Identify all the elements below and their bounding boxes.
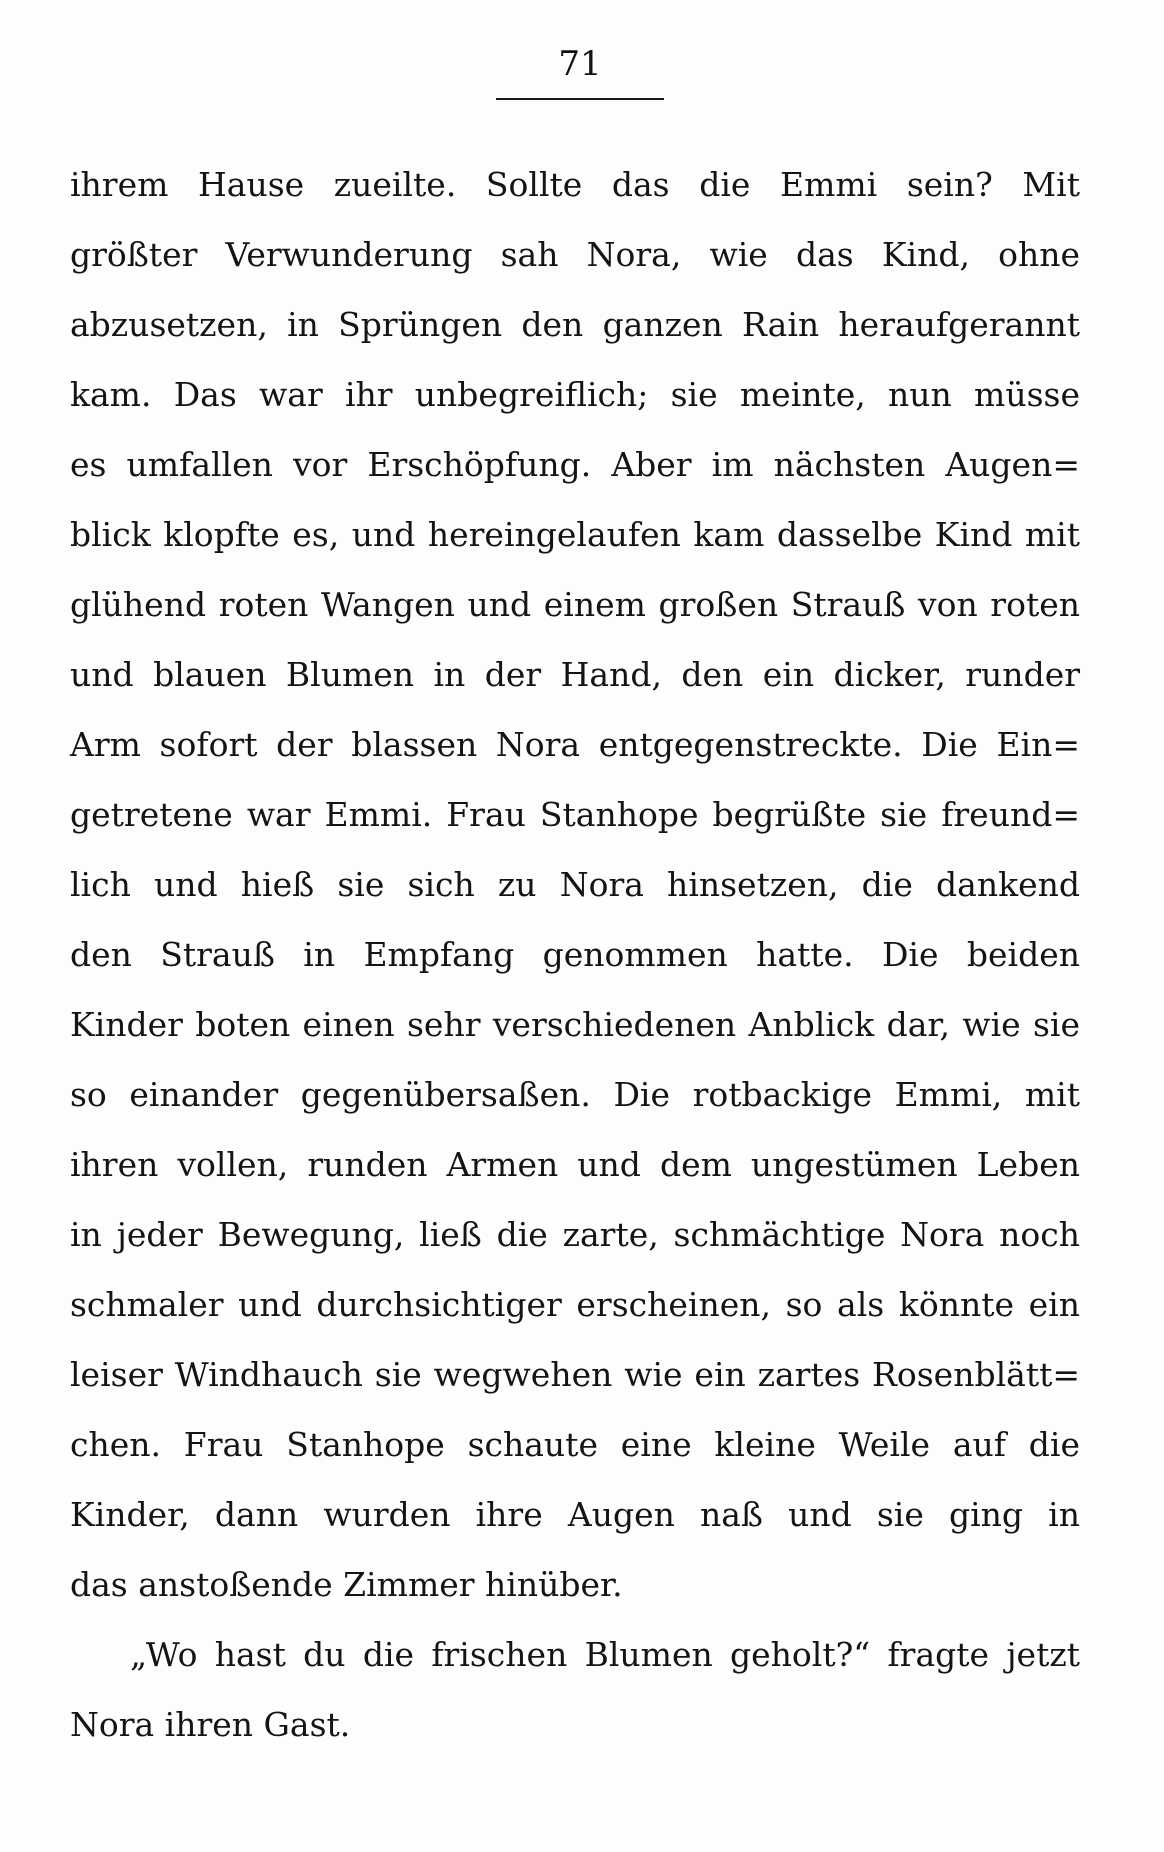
text-line: Arm sofort der blassen Nora entgegenstreckte. Die Ein= <box>70 725 1080 764</box>
text-line-paragraph-end: Nora ihren Gast. <box>70 1705 351 1744</box>
text-line: ihren vollen, runden Armen und dem ungestümen Leben <box>70 1145 1080 1184</box>
text-line: kam. Das war ihr unbegreiflich; sie meinte, nun müsse <box>70 375 1080 414</box>
text-line-paragraph-start: „Wo hast du die frischen Blumen geholt?“ fragte jetzt <box>130 1635 1080 1674</box>
text-line: glühend roten Wangen und einem großen Strauß von roten <box>70 585 1080 624</box>
body-text <box>70 150 1080 1760</box>
text-line-paragraph-end: das anstoßende Zimmer hinüber. <box>70 1565 623 1604</box>
text-line: blick klopfte es, und hereingelaufen kam dasselbe Kind mit <box>70 515 1080 554</box>
text-line: leiser Windhauch sie wegwehen wie ein zartes Rosenblätt= <box>70 1355 1080 1394</box>
text-line: es umfallen vor Erschöpfung. Aber im nächsten Augen= <box>70 445 1080 484</box>
text-line: Kinder, dann wurden ihre Augen naß und sie ging in <box>70 1495 1080 1534</box>
text-line: in jeder Bewegung, ließ die zarte, schmächtige Nora noch <box>70 1215 1080 1254</box>
text-line: chen. Frau Stanhope schaute eine kleine Weile auf die <box>70 1425 1080 1464</box>
text-line: und blauen Blumen in der Hand, den ein dicker, runder <box>70 655 1080 694</box>
text-line: Kinder boten einen sehr verschiedenen Anblick dar, wie sie <box>70 1005 1080 1044</box>
text-line: so einander gegenübersaßen. Die rotbackige Emmi, mit <box>70 1075 1080 1114</box>
text-line: lich und hieß sie sich zu Nora hinsetzen, die dankend <box>70 865 1080 904</box>
text-line: ihrem Hause zueilte. Sollte das die Emmi sein? Mit <box>70 165 1080 204</box>
text-line: abzusetzen, in Sprüngen den ganzen Rain heraufgerannt <box>70 305 1080 344</box>
header-rule <box>496 98 664 100</box>
text-line: schmaler und durchsichtiger erscheinen, so als könnte ein <box>70 1285 1080 1324</box>
page-number: 71 <box>558 44 602 84</box>
text-line: getretene war Emmi. Frau Stanhope begrüßte sie freund= <box>70 795 1080 834</box>
text-line: den Strauß in Empfang genommen hatte. Die beiden <box>70 935 1080 974</box>
text-line: größter Verwunderung sah Nora, wie das Kind, ohne <box>70 235 1080 274</box>
